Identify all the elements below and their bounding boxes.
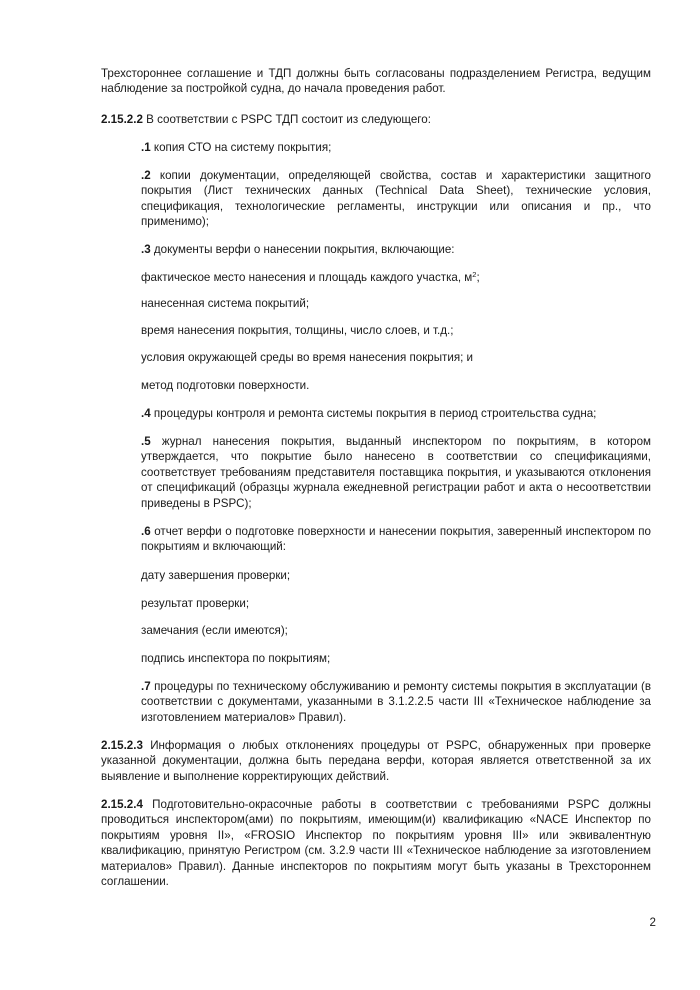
- sub-text: фактическое место нанесения и площадь каждого участка, м: [141, 271, 473, 284]
- item-number: .5: [141, 435, 151, 448]
- item-2: [141, 168, 651, 230]
- item-1: [141, 140, 651, 155]
- item-3: [141, 242, 651, 257]
- item-3-sub-b: нанесенная система покрытий;: [141, 297, 310, 310]
- clause-number: 2.15.2.3: [101, 739, 143, 752]
- item-7: [141, 679, 651, 725]
- item-6: [141, 524, 651, 555]
- clause-text: Информация о любых отклонениях процедуры от PSPC, обнаруженных при проверке указанной документации, должна быть передана верфи, которая является ответственной за их выявление и выполнение корректирующих действий.: [101, 739, 651, 783]
- item-text: документы верфи о нанесении покрытия, включающие:: [150, 243, 455, 256]
- clause-number: 2.15.2.4: [101, 798, 143, 811]
- item-text: процедуры контроля и ремонта системы покрытия в период строительства судна;: [150, 407, 597, 420]
- superscript: 2: [472, 270, 477, 279]
- item-4: [141, 406, 651, 421]
- clause-number: 2.15.2.2: [101, 113, 143, 126]
- clause-2-15-2-4: [101, 797, 651, 889]
- clause-text: Подготовительно-окрасочные работы в соответствии с требованиями PSPC должны проводиться инспектором(ами) по покрытиям, имеющим(и) квалификацию «NACE Инспектор по покрытиям уровня II», «FROSIO Инспектор по покрытиям уровня III» или эквивалентную квалификацию, принятую Регистром (см. 3.2.9 части III «Техническое наблюдение за изготовлением материалов» Правил). Данные инспекторов по покрытиям могут быть указаны в Трехстороннем соглашении.: [101, 798, 651, 889]
- page-number: 2: [649, 916, 656, 929]
- item-3-sub-e: метод подготовки поверхности.: [141, 379, 310, 392]
- item-text: журнал нанесения покрытия, выданный инспектором по покрытиям, в котором утверждается, что покрытие было нанесено в соответствии со спецификациями, соответствует требованиям представителя поставщика покрытия, и указываются отклонения от спецификаций (образцы журнала ежедневной регистрации работ и акта о несоответствии приведены в PSPC);: [141, 435, 651, 510]
- item-number: .1: [141, 141, 151, 154]
- item-text: отчет верфи о подготовке поверхности и нанесении покрытия, заверенный инспектором по покрытиям и включающий:: [141, 525, 651, 554]
- item-text: копии документации, определяющей свойства, состав и характеристики защитного покрытия (Лист технических данных (Technical Data Sheet), технические условия, спецификация, технологические регламенты, инструкции или описания и пр., что применимо);: [141, 169, 651, 229]
- item-number: .6: [141, 525, 151, 538]
- item-number: .2: [141, 169, 151, 182]
- item-6-sub-b: результат проверки;: [141, 597, 250, 610]
- clause-2-15-2-3: [101, 738, 651, 784]
- item-3-sub-c: время нанесения покрытия, толщины, число слоев, и т.д.;: [141, 324, 454, 337]
- item-number: .7: [141, 680, 151, 693]
- item-3-sub-a: [141, 270, 651, 285]
- item-number: .3: [141, 243, 151, 256]
- item-6-sub-a: дату завершения проверки;: [141, 569, 291, 582]
- item-text: процедуры по техническому обслуживанию и ремонту системы покрытия в эксплуатации (в соответствии с документами, указанными в 3.1.2.2.5 части III «Техническое наблюдение за изготовлением материалов» Правил).: [141, 680, 651, 724]
- clause-2-15-2-2: [101, 112, 651, 127]
- item-5: [141, 434, 651, 511]
- item-6-sub-c: замечания (если имеются);: [141, 624, 288, 637]
- item-text: копия СТО на систему покрытия;: [150, 141, 332, 154]
- item-number: .4: [141, 407, 151, 420]
- item-6-sub-d: подпись инспектора по покрытиям;: [141, 652, 331, 665]
- intro-paragraph: Трехстороннее соглашение и ТДП должны быть согласованы подразделением Регистра, ведущим наблюдение за постройкой судна, до начала проведения работ.: [101, 67, 651, 96]
- sub-tail: ;: [476, 271, 480, 284]
- item-3-sub-d: условия окружающей среды во время нанесения покрытия; и: [141, 351, 474, 364]
- clause-text: В соответствии с PSPC ТДП состоит из следующего:: [142, 113, 431, 126]
